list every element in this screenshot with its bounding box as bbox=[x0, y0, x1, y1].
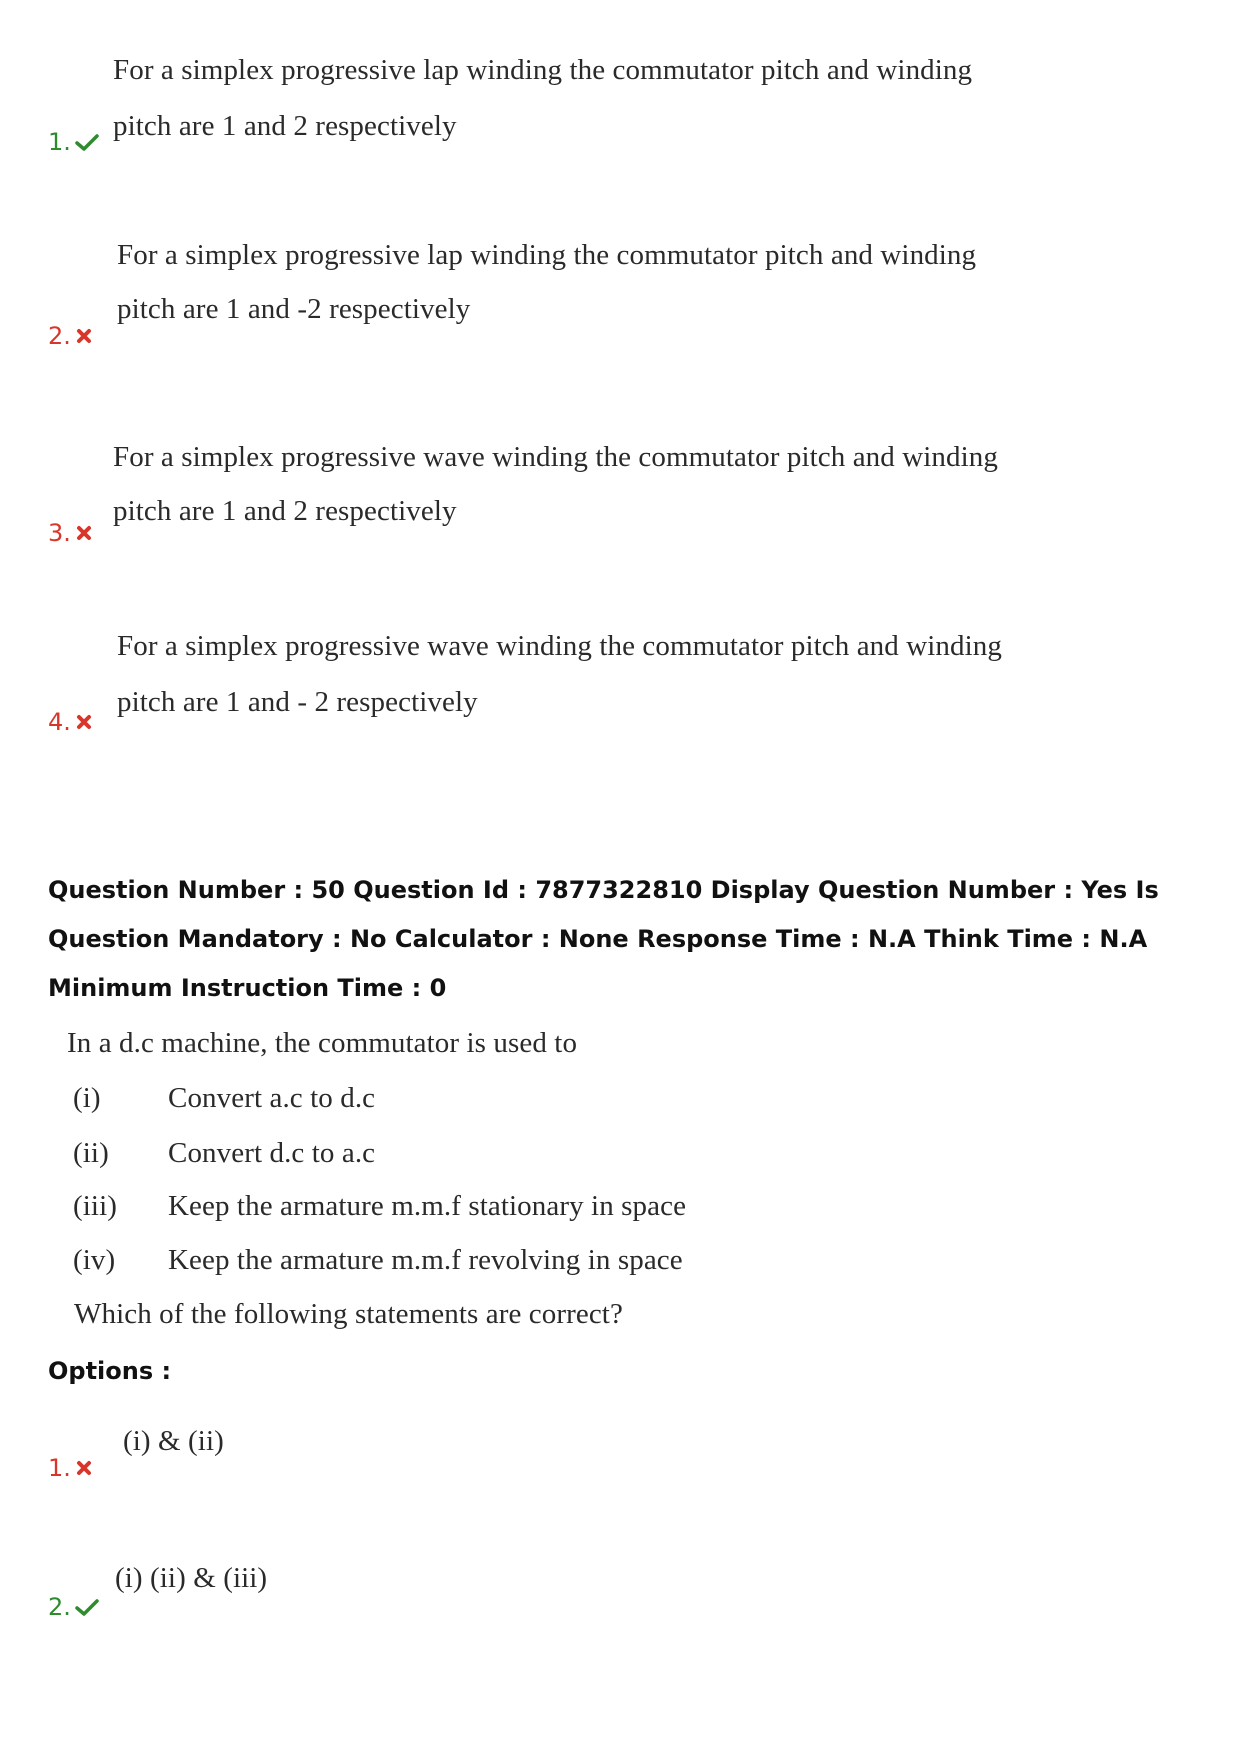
option-number: 2. bbox=[48, 1593, 71, 1621]
cross-icon bbox=[75, 1455, 93, 1483]
option-number: 4. bbox=[48, 708, 71, 736]
prev-option-4-marker bbox=[48, 708, 93, 737]
prev-option-2-line1: For a simplex progressive lap winding the commutator pitch and winding bbox=[117, 239, 977, 271]
option-1-text: (i) & (ii) bbox=[123, 1425, 224, 1457]
prev-option-1-marker bbox=[48, 128, 99, 157]
cross-icon bbox=[75, 709, 93, 737]
option-2-marker bbox=[48, 1593, 99, 1622]
option-number: 1. bbox=[48, 1454, 71, 1482]
prev-option-2-marker bbox=[48, 322, 93, 351]
prev-option-3-marker bbox=[48, 519, 93, 548]
question-item-text: Keep the armature m.m.f revolving in space bbox=[168, 1244, 683, 1276]
check-icon bbox=[75, 129, 99, 157]
question-stem: In a d.c machine, the commutator is used to bbox=[67, 1027, 578, 1059]
question-meta: Question Number : 50 Question Id : 7877322810 Display Question Number : Yes Is Question Mandatory : No Calculator : None Response Time : N.A Think Time : N.A Minimum Instruction Time : 0 bbox=[48, 876, 1159, 1002]
prev-option-4-line1: For a simplex progressive wave winding the commutator pitch and winding bbox=[117, 630, 1002, 662]
question-item-text: Keep the armature m.m.f stationary in space bbox=[168, 1190, 687, 1222]
question-item-label: (iii) bbox=[73, 1190, 117, 1222]
prev-option-4-line2: pitch are 1 and - 2 respectively bbox=[117, 686, 478, 718]
check-icon bbox=[75, 1594, 99, 1622]
option-2-text: (i) (ii) & (iii) bbox=[115, 1562, 268, 1594]
prev-option-1-line2: pitch are 1 and 2 respectively bbox=[113, 110, 457, 142]
prev-option-1-line1: For a simplex progressive lap winding the commutator pitch and winding bbox=[113, 54, 973, 86]
question-item-label: (iv) bbox=[73, 1244, 116, 1276]
option-number: 3. bbox=[48, 519, 71, 547]
option-1-marker bbox=[48, 1454, 93, 1483]
cross-icon bbox=[75, 323, 93, 351]
prev-option-3-line2: pitch are 1 and 2 respectively bbox=[113, 495, 457, 527]
prev-option-3-line1: For a simplex progressive wave winding the commutator pitch and winding bbox=[113, 441, 998, 473]
cross-icon bbox=[75, 520, 93, 548]
question-item-text: Convert d.c to a.c bbox=[168, 1137, 376, 1169]
options-label: Options : bbox=[48, 1357, 172, 1385]
prev-option-2-line2: pitch are 1 and -2 respectively bbox=[117, 293, 471, 325]
question-item-text: Convert a.c to d.c bbox=[168, 1082, 376, 1114]
question-item-label: (i) bbox=[73, 1082, 101, 1114]
question-item-label: (ii) bbox=[73, 1137, 109, 1169]
question-prompt: Which of the following statements are correct? bbox=[74, 1298, 623, 1330]
option-number: 2. bbox=[48, 322, 71, 350]
option-number: 1. bbox=[48, 128, 71, 156]
